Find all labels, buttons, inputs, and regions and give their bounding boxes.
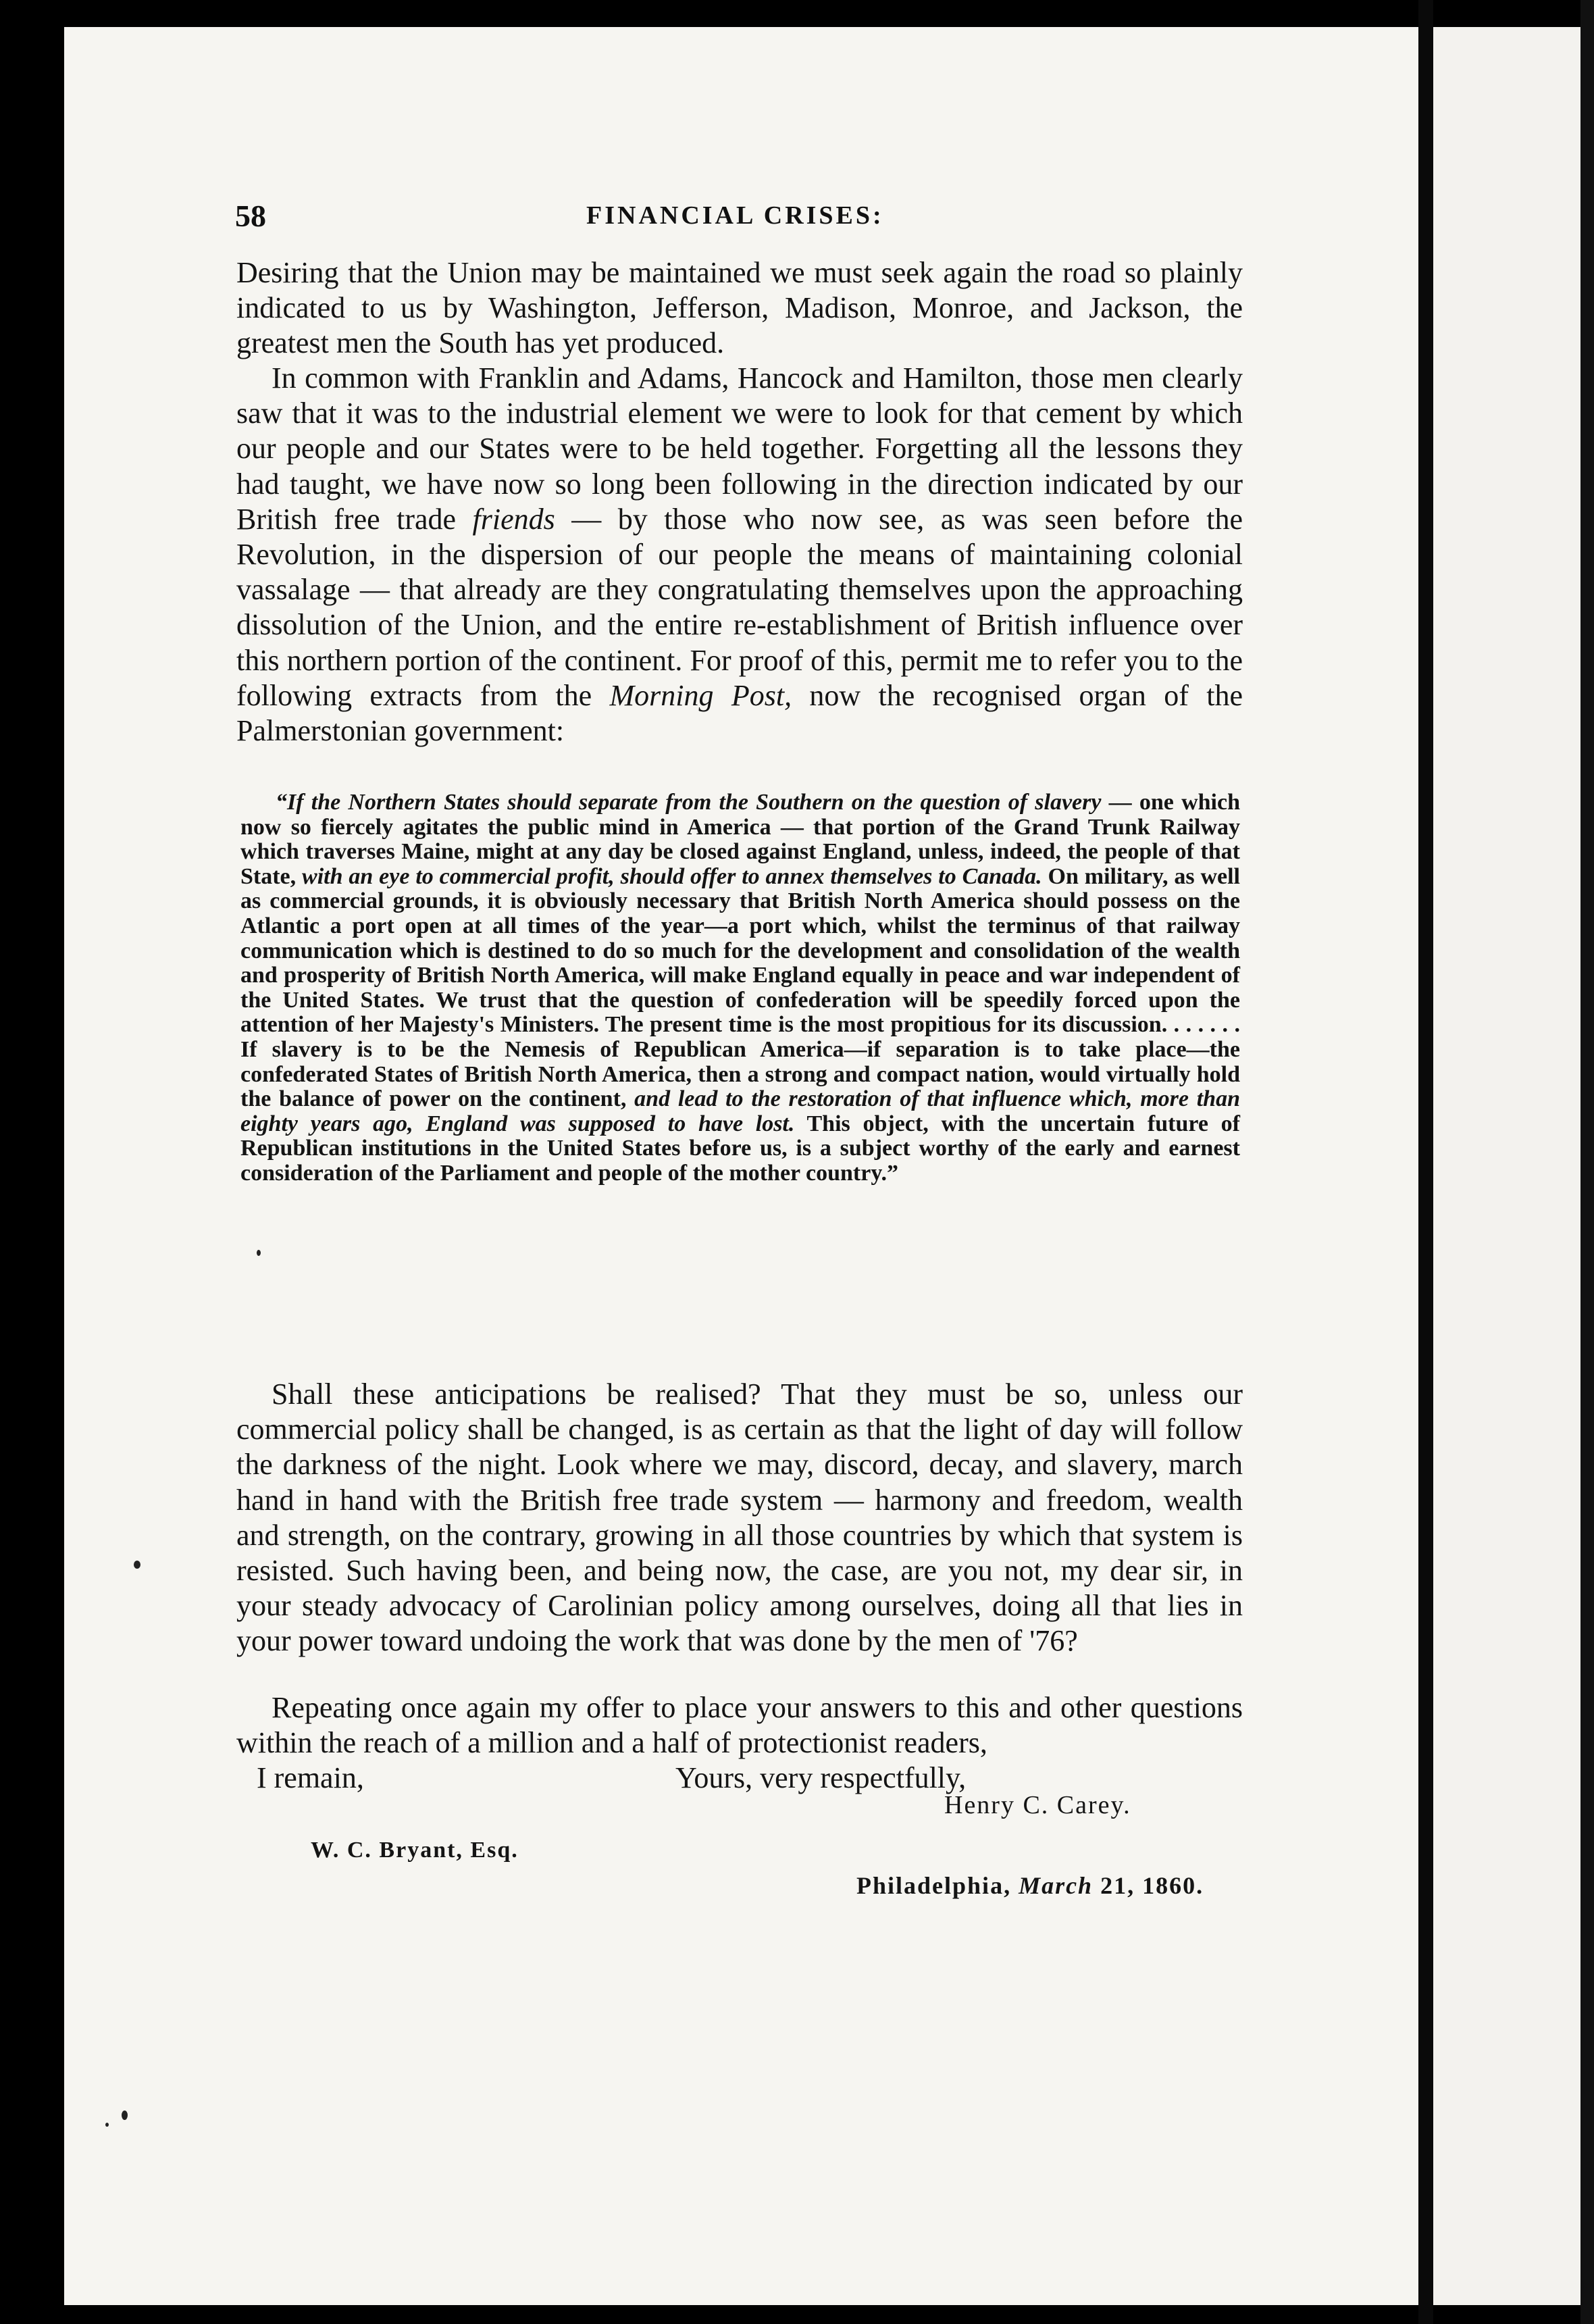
scan-speck	[257, 1250, 261, 1256]
facing-page-edge	[1433, 27, 1594, 2305]
paragraph-2-text-c: now the recognised organ of the Palmerstonian government:	[236, 678, 1243, 748]
quote-part-4: On military, as well as commercial grounds, it is obviously necessary that British North America should possess on the Atlantic a port open at all times of the year—a port which, whilst the terminus of that railway communication which is destined to do so much for the development and consolidation of the wealth and prosperity of British North America, will make England equally in peace and war independent of the United States. We trust that the question of confederation will be speedily forced upon the attention of her Majesty's Ministers. The present time is the most propitious for its discussion. . . . . . . If slavery is to be the Nemesis of Republican America—if separation is to take place—the confederated States of British North America, then a strong and compact nation, would virtually hold the balance of power on the continent,	[240, 863, 1241, 1112]
paragraph-2-block	[236, 361, 1243, 749]
paragraph-4: Repeating once again my offer to place your answers to this and other questions within the reach of a million and a half of protectionist readers,	[236, 1691, 1243, 1760]
quote-part-6: This object, with the uncertain future of Republican institutions in the United States before us, is a subject worthy of the early and earnest consideration of the Parliament and people of the mother country.”	[240, 1111, 1241, 1186]
quote-part-3: with an eye to commercial profit, should offer to annex themselves to Canada.	[302, 863, 1042, 889]
scan-border-right	[1580, 0, 1594, 2324]
scan-speck	[134, 1561, 140, 1569]
page-header	[235, 198, 1255, 238]
quotation-block	[240, 790, 1240, 1186]
paragraph-1-block	[236, 255, 1243, 361]
paragraph-4-block	[236, 1690, 1243, 1761]
quote-part-1: “If the Northern States should separate from the Southern on the question of slavery	[276, 790, 1102, 815]
paragraph-2-text-a: In common with Franklin and Adams, Hancock and Hamilton, those men clearly saw that it was to the industrial element we were to look for that cement by which our people and our States were to be held together. Forgetting all the lessons they had taught, we have now so long been following in the direction indicated by our British free trade	[236, 361, 1243, 536]
closing-remain: I remain,	[257, 1761, 364, 1794]
running-head: FINANCIAL CRISES:	[586, 201, 884, 230]
signature: Henry C. Carey.	[944, 1791, 1131, 1819]
paragraph-2-text-b: — by those who now see, as was seen before the Revolution, in the dispersion of our people the means of maintaining colonial vassalage — that already are they congratulating themselves upon the approaching dissolution of the Union, and the entire re-establishment of British influence over this northern portion of the continent. For proof of this, permit me to refer you to the following extracts from the	[236, 502, 1243, 712]
page-number: 58	[235, 199, 266, 233]
paragraph-2-friends: friends	[472, 502, 555, 536]
quote-part-5: and lead to the restoration of that influence which, more than eighty years ago, England was supposed to have lost.	[240, 1086, 1240, 1136]
paragraph-2	[236, 361, 1243, 749]
paragraph-1: Desiring that the Union may be maintained we must seek again the road so plainly indicated to us by Washington, Jefferson, Madison, Monroe, and Jackson, the greatest men the South has yet produced.	[236, 256, 1243, 360]
closing-yours: Yours, very respectfully,	[675, 1761, 967, 1794]
quotation	[240, 790, 1240, 1186]
scan-speck	[122, 2111, 128, 2120]
paragraph-3: Shall these anticipations be realised? That they must be so, unless our commercial policy shall be changed, is as certain as that the light of day will follow the darkness of the night. Look where we may, discord, decay, and slavery, march hand in hand with the British free trade system — harmony and freedom, wealth and strength, on the contrary, growing in all those countries by which that system is resisted. Such having been, and being now, the case, are you not, my dear sir, in your steady advocacy of Carolinian policy among ourselves, doing all that lies in your power toward undoing the work that was done by the men of '76?	[236, 1378, 1243, 1658]
place: Philadelphia,	[856, 1872, 1012, 1899]
place-date	[856, 1871, 1204, 1900]
paragraph-3-block	[236, 1377, 1243, 1659]
scan-speck	[105, 2123, 109, 2127]
date-month: March	[1019, 1872, 1094, 1899]
date-rest: 21, 1860.	[1100, 1872, 1204, 1899]
paragraph-2-newspaper-title: Morning Post,	[609, 678, 792, 712]
book-gutter	[1418, 0, 1433, 2324]
scan-border-left	[0, 0, 64, 2324]
quote-part-2: — one which now so fiercely agitates the public mind in America — that portion of the Grand Trunk Railway which traverses Maine, might at any day be closed against England, unless, indeed, the people of that State,	[240, 790, 1240, 889]
addressee: W. C. Bryant, Esq.	[311, 1838, 519, 1863]
